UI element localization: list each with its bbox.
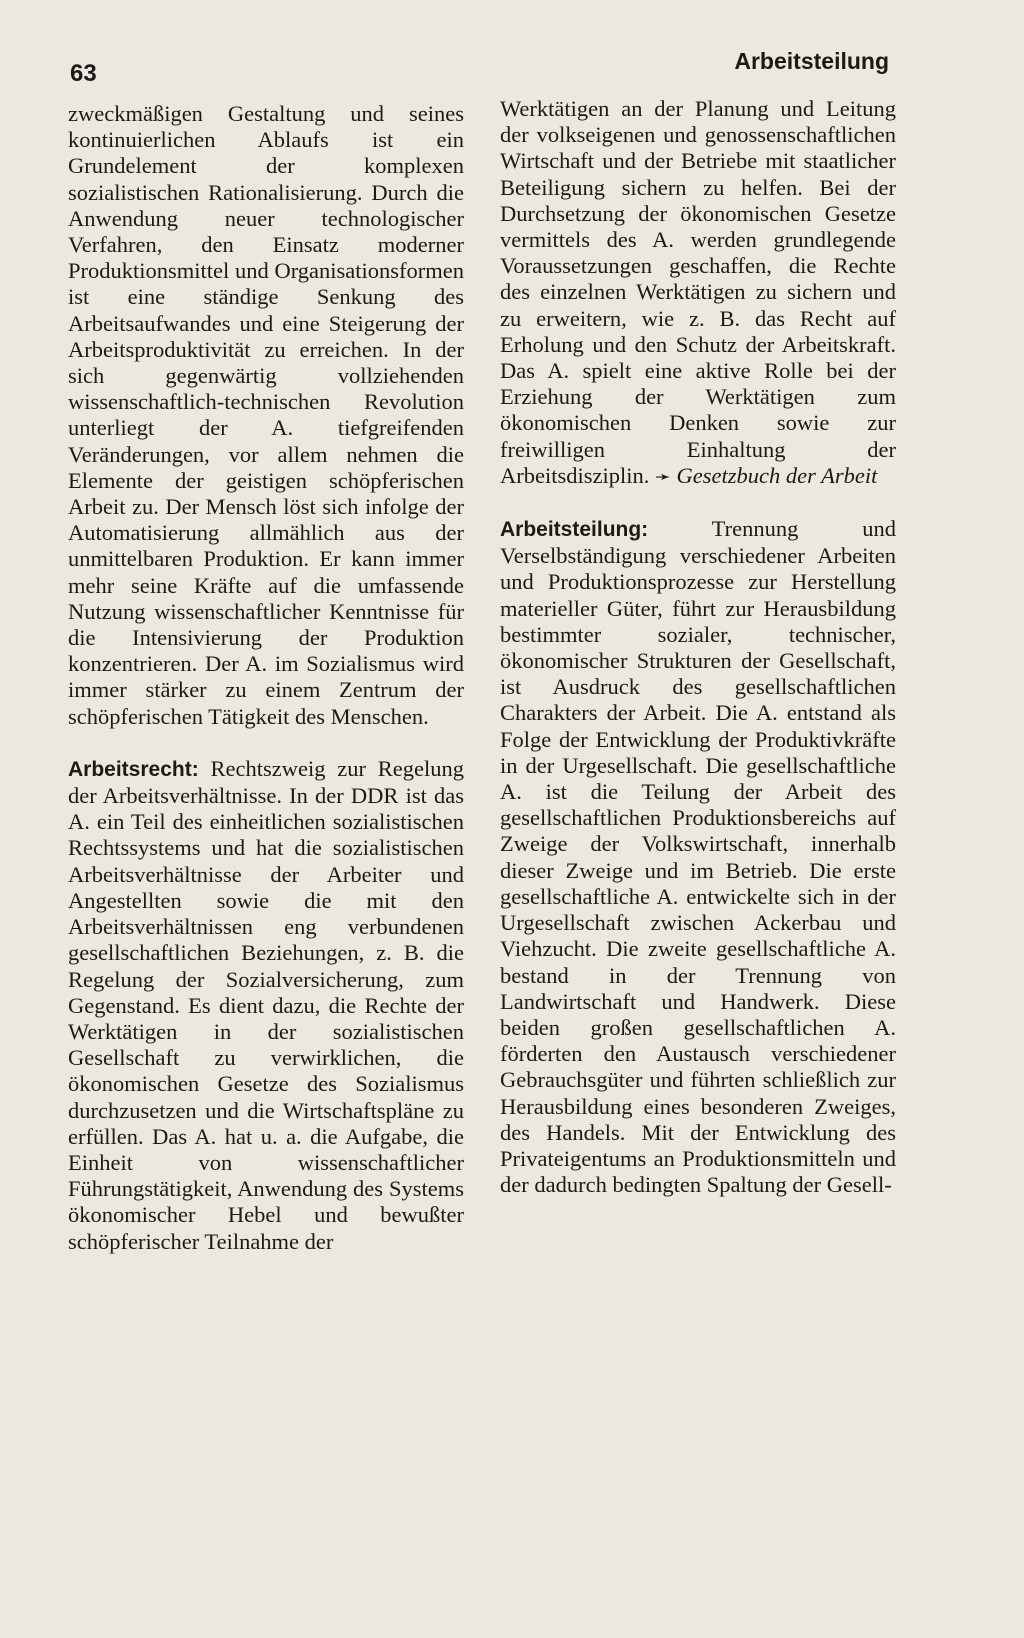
right-column — [500, 96, 896, 1198]
page-number: 63 — [70, 60, 97, 87]
cross-reference-link[interactable]: Gesetzbuch der Arbeit — [676, 462, 878, 488]
cross-reference-arrow-icon: ➛ — [654, 465, 671, 488]
headword-arbeitsrecht: Arbeitsrecht: — [68, 757, 199, 781]
continuation-text: zweckmäßigen Gestaltung und seines kontinuierlichen Ablaufs ist ein Grundelement der komplexen sozialistischen Rationalisierung. Durch die Anwendung neuer technologischer Verfahren, den Einsatz moderner Produktionsmittel und Organisationsformen ist eine ständige Senkung des Arbeitsaufwandes und eine Steigerung der Arbeitsproduktivität zu erreichen. In der sich gegenwärtig vollziehenden wissenschaftlich-technischen Revolution unterliegt der A. tiefgreifenden Veränderungen, vor allem nehmen die Elemente der geistigen schöpferischen Arbeit zu. Der Mensch löst sich infolge der Automatisierung allmählich aus der unmittelbaren Produktion. Er kann immer mehr seine Kräfte auf die umfassende Nutzung wissenschaftlicher Kenntnisse für die Intensivierung der Produktion konzentrieren. Der A. im Sozialismus wird immer stärker zu einem Zentrum der schöpferischen Tätigkeit des Menschen. — [68, 101, 464, 729]
left-column — [68, 101, 464, 1255]
definition-arbeitsteilung: Trennung und Verselbständigung verschiedener Arbeiten und Produktionsprozesse zur Herstellung materieller Güter, führt zur Herausbildung bestimmter sozialer, technischer, ökonomischer Strukturen der Gesellschaft, ist Ausdruck des gesellschaftlichen Charakters der Arbeit. Die A. entstand als Folge der Entwicklung der Produktivkräfte in der Urgesellschaft. Die gesellschaftliche A. ist die Teilung der Arbeit des gesellschaftlichen Produktionsbereichs auf Zweige der Volkswirtschaft, innerhalb dieser Zweige und im Betrieb. Die erste gesellschaftliche A. entwickelte sich in der Urgesellschaft zwischen Ackerbau und Viehzucht. Die zweite gesellschaftliche A. bestand in der Trennung von Landwirtschaft und Handwerk. Diese beiden großen gesellschaftlichen A. förderten den Austausch verschiedener Gebrauchsgüter und führten schließlich zur Herausbildung eines besonderen Zweiges, des Handels. Mit der Entwicklung des Privateigentums an Produktionsmitteln und der dadurch bedingten Spaltung der Gesell- — [500, 516, 897, 1198]
entry-continuation-right — [500, 96, 896, 490]
definition-arbeitsrecht: Rechtszweig zur Regelung der Arbeitsverhältnisse. In der DDR ist das A. ein Teil des einheitlichen sozialistischen Rechtssystems und hat die sozialistischen Arbeitsverhältnisse der Arbeiter und Angestellten sowie die mit den Arbeitsverhältnissen eng verbundenen gesellschaftlichen Beziehungen, z. B. die Regelung der Sozialversicherung, zum Gegenstand. Es dient dazu, die Rechte der Werktätigen in der sozialistischen Gesellschaft zu verwirklichen, die ökonomischen Gesetze des Sozialismus durchzusetzen und die Wirtschaftspläne zu erfüllen. Das A. hat u. a. die Aufgabe, die Einheit von wissenschaftlicher Führungstätigkeit, Anwendung des Systems ökonomischer Hebel und bewußter schöpferischer Teilnahme der — [68, 755, 465, 1254]
entry-arbeitsrecht — [68, 756, 464, 1255]
continuation-text: Werktätigen an der Planung und Leitung der volkseigenen und genossenschaftlichen Wirtschaft und der Betriebe mit staatlicher Beteiligung sichern zu helfen. Bei der Durchsetzung der ökonomischen Gesetze vermittels des A. werden grundlegende Voraussetzungen geschaffen, die Rechte des einzelnen Werktätigen zu sichern und zu erweitern, wie z. B. das Recht auf Erholung und den Schutz der Arbeitskraft. Das A. spielt eine aktive Rolle bei der Erziehung der Werktätigen zum ökonomischen Denken sowie zur freiwilligen Einhaltung der Arbeitsdisziplin. — [500, 96, 896, 488]
running-head: Arbeitsteilung — [734, 48, 889, 74]
entry-continuation-left — [68, 101, 464, 730]
headword-arbeitsteilung: Arbeitsteilung: — [500, 518, 649, 542]
entry-arbeitsteilung — [500, 516, 896, 1198]
